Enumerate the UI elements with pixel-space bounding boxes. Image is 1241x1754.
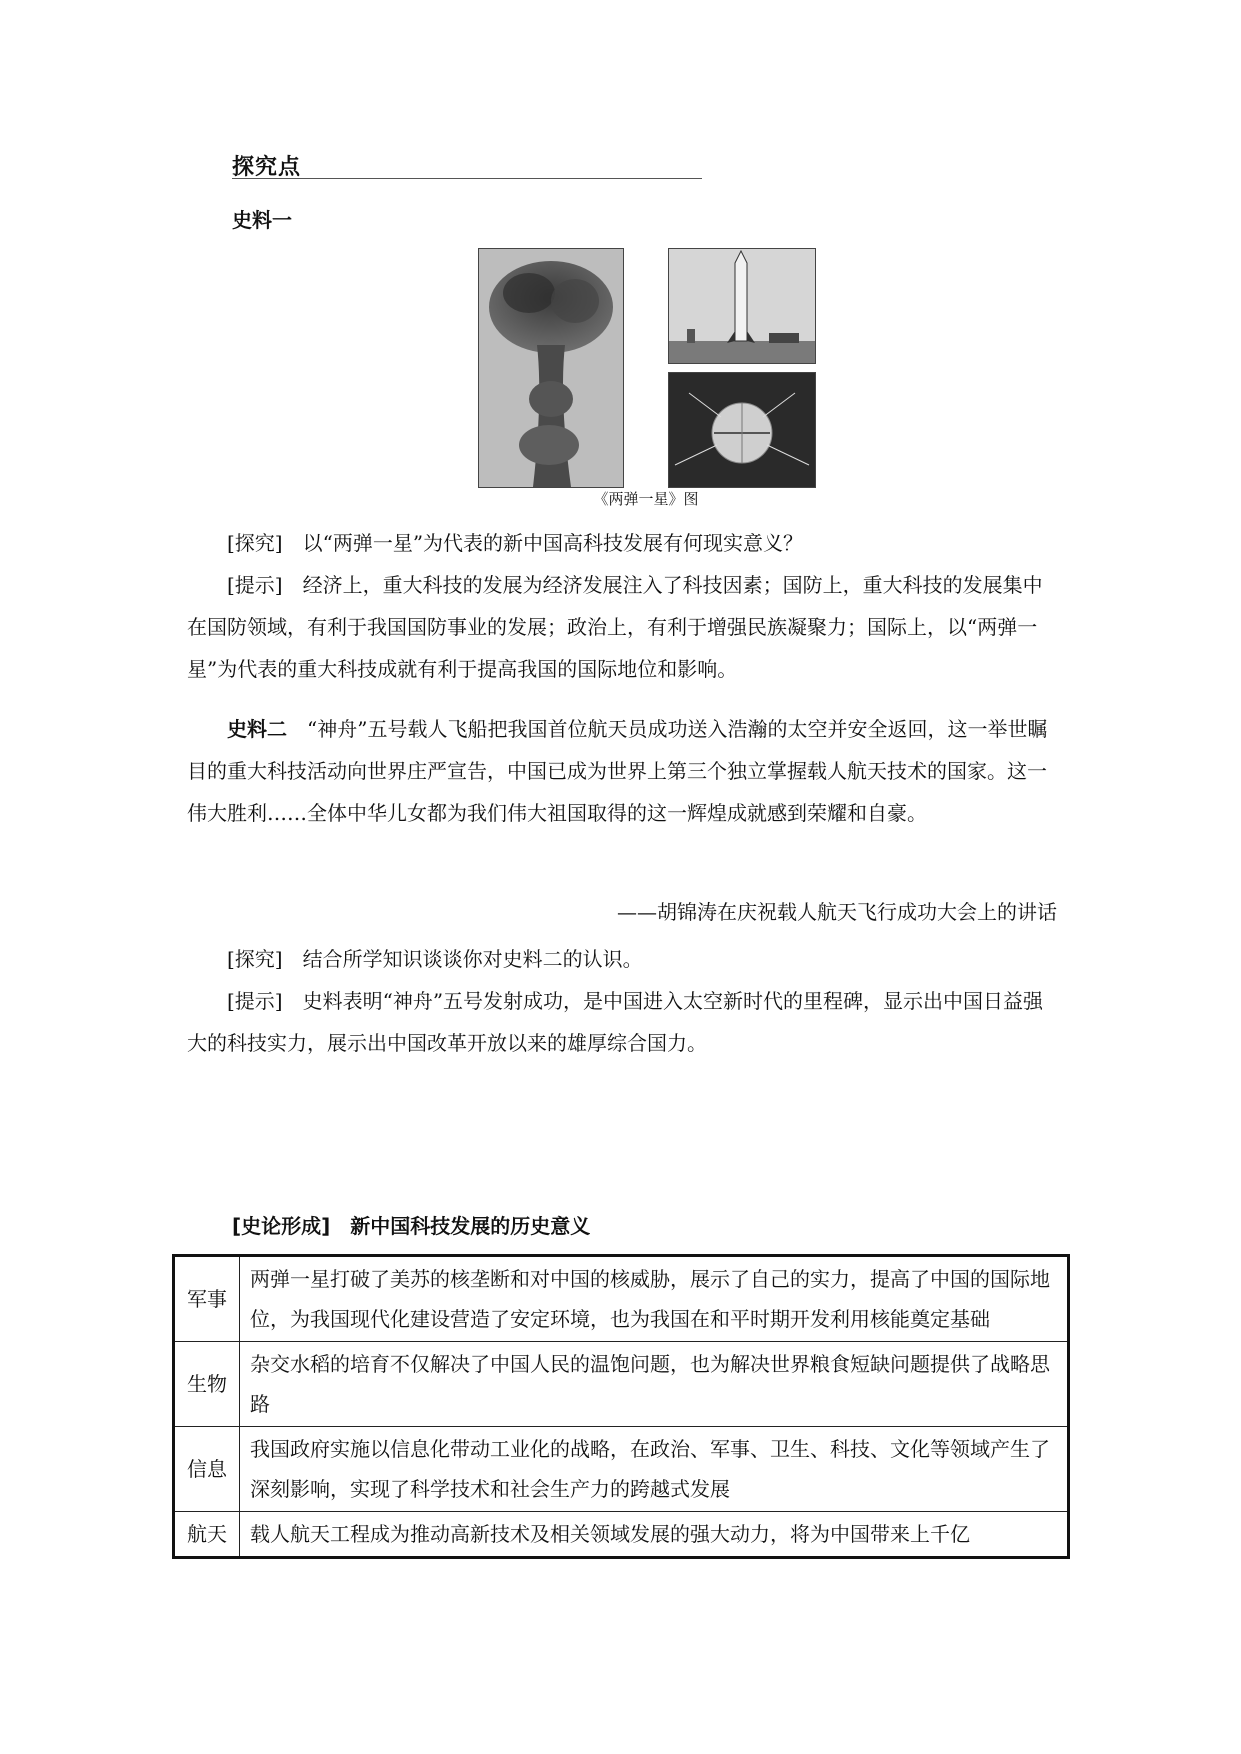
mushroom-cloud-photo: [478, 248, 624, 488]
table-category: 航天: [174, 1512, 240, 1558]
inquiry-tag: [探究]: [227, 531, 283, 555]
inquiry-1-text: 以“两弹一星”为代表的新中国高科技发展有何现实意义？: [302, 531, 804, 555]
section-title: 探究点: [232, 155, 302, 180]
figure-caption: 《两弹一星》图: [593, 490, 699, 508]
table-category: 生物: [174, 1342, 240, 1427]
hint-1: [187, 564, 1057, 690]
inquiry-tag: [探究]: [227, 947, 283, 971]
section-divider: [232, 178, 702, 179]
table-row: [174, 1512, 1069, 1558]
conclusion-tag: [史论形成]: [232, 1214, 331, 1238]
hint-2-text: 史料表明“神舟”五号发射成功，是中国进入太空新时代的里程碑，显示出中国日益强大的科技实力，展示出中国改革开放以来的雄厚综合国力。: [187, 989, 1044, 1055]
hint-tag: [提示]: [227, 989, 283, 1013]
table-row: [174, 1342, 1069, 1427]
satellite-photo: [668, 372, 816, 488]
inquiry-1: [187, 522, 1057, 564]
table-row: [174, 1427, 1069, 1512]
table-cell-text: 杂交水稻的培育不仅解决了中国人民的温饱问题，也为解决世界粮食短缺问题提供了战略思路: [240, 1342, 1069, 1427]
table-cell-text: 载人航天工程成为推动高新技术及相关领域发展的强大动力，将为中国带来上千亿: [240, 1512, 1069, 1558]
inquiry-2: [187, 938, 1057, 980]
source2-paragraph: [187, 708, 1057, 834]
table-category: 信息: [174, 1427, 240, 1512]
table-cell-text: 我国政府实施以信息化带动工业化的战略，在政治、军事、卫生、科技、文化等领域产生了深刻影响，实现了科学技术和社会生产力的跨越式发展: [240, 1427, 1069, 1512]
hint-2: [187, 980, 1057, 1064]
rocket-launch-photo: [668, 248, 816, 364]
inquiry-2-text: 结合所学知识谈谈你对史料二的认识。: [302, 947, 643, 971]
table-cell-text: 两弹一星打破了美苏的核垄断和对中国的核威胁，展示了自己的实力，提高了中国的国际地位，为我国现代化建设营造了安定环境，也为我国在和平时期开发利用核能奠定基础: [240, 1256, 1069, 1342]
hint-tag: [提示]: [227, 573, 283, 597]
source2-attribution: ——胡锦涛在庆祝载人航天飞行成功大会上的讲话: [617, 900, 1057, 924]
two-bombs-one-satellite-figure: [478, 248, 814, 488]
source2-label: 史料二: [227, 717, 287, 741]
table-category: 军事: [174, 1256, 240, 1342]
conclusion-heading: [232, 1210, 590, 1239]
table-row: [174, 1256, 1069, 1342]
conclusion-title: 新中国科技发展的历史意义: [350, 1214, 591, 1238]
historical-significance-table: [172, 1254, 1070, 1559]
source2-text: “神舟”五号载人飞船把我国首位航天员成功送入浩瀚的太空并安全返回，这一举世瞩目的重大科技活动向世界庄严宣告，中国已成为世界上第三个独立掌握载人航天技术的国家。这一伟大胜利……全体中华儿女都为我们伟大祖国取得的这一辉煌成就感到荣耀和自豪。: [187, 717, 1048, 825]
source1-label: 史料一: [232, 208, 292, 232]
hint-1-text: 经济上，重大科技的发展为经济发展注入了科技因素；国防上，重大科技的发展集中在国防领域，有利于我国国防事业的发展；政治上，有利于增强民族凝聚力；国际上，以“两弹一星”为代表的重大科技成就有利于提高我国的国际地位和影响。: [187, 573, 1043, 681]
